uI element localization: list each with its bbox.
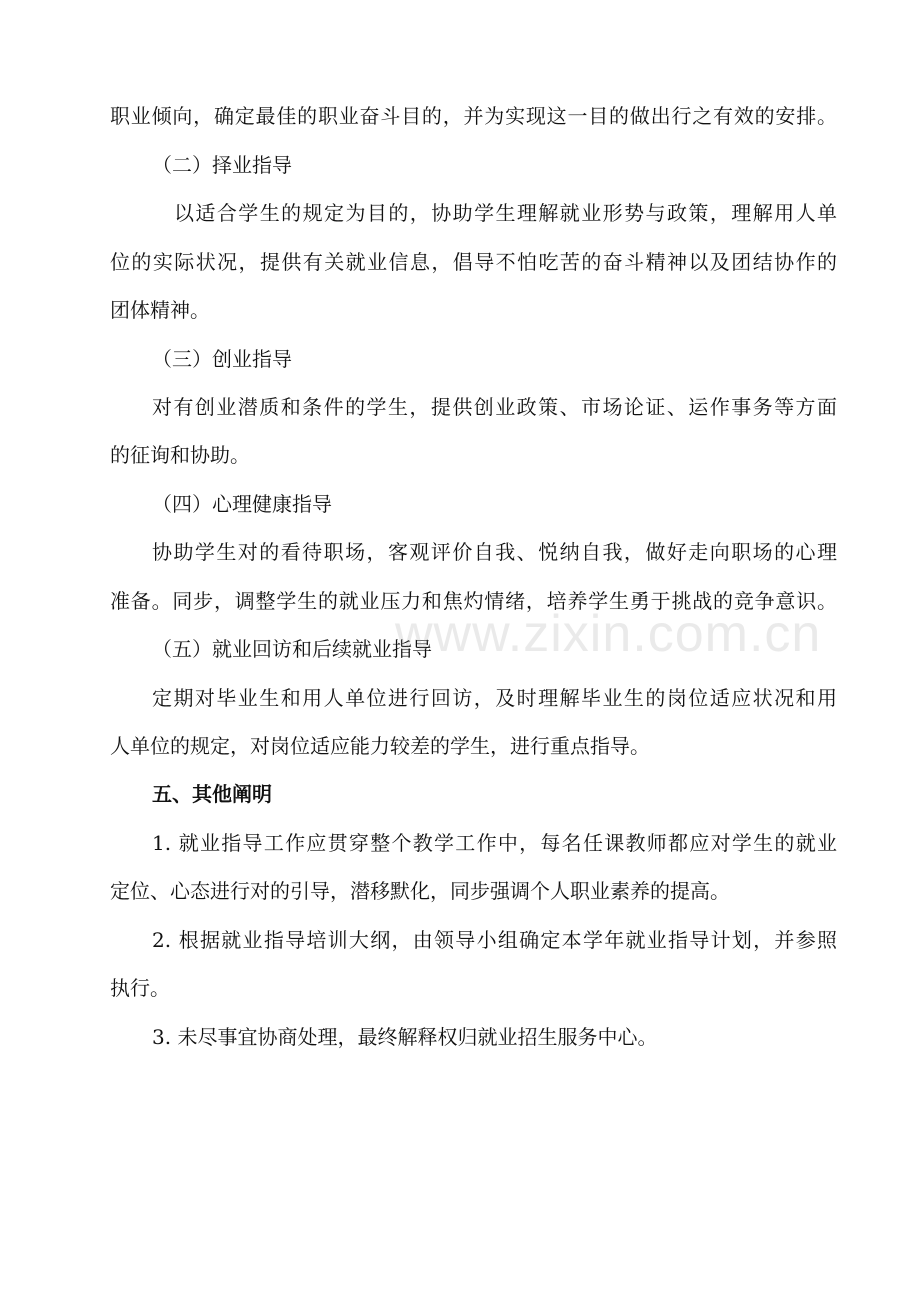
paragraph-line: 职业倾向，确定最佳的职业奋斗目的，并为实现这一目的做出行之有效的安排。	[110, 104, 837, 128]
paragraph-line: 执行。	[110, 976, 170, 1000]
paragraph-line: 3. 未尽事宜协商处理，最终解释权归就业招生服务中心。	[152, 1025, 658, 1049]
paragraph-line: 人单位的规定，对岗位适应能力较差的学生，进行重点指导。	[110, 734, 650, 758]
section-heading: （三）创业指导	[152, 347, 292, 371]
chapter-heading: 五、其他阐明	[152, 782, 272, 806]
paragraph-line: 定位、心态进行对的引导，潜移默化，同步强调个人职业素养的提高。	[110, 879, 730, 903]
watermark-logo: www.zixin.com.cn	[395, 605, 822, 663]
paragraph-line: 以适合学生的规定为目的，协助学生理解就业形势与政策，理解用人单	[174, 201, 837, 225]
paragraph-line: 准备。同步，调整学生的就业压力和焦灼情绪，培养学生勇于挑战的竞争意识。	[110, 589, 837, 613]
paragraph-line: 的征询和协助。	[110, 443, 250, 467]
section-heading: （二）择业指导	[152, 153, 292, 177]
paragraph-line: 定期对毕业生和用人单位进行回访，及时理解毕业生的岗位适应状况和用	[152, 686, 837, 710]
section-heading: （五）就业回访和后续就业指导	[152, 637, 432, 661]
paragraph-line: 团体精神。	[110, 298, 210, 322]
paragraph-line: 位的实际状况，提供有关就业信息，倡导不怕吃苦的奋斗精神以及团结协作的	[110, 250, 837, 274]
paragraph-line: 1. 就业指导工作应贯穿整个教学工作中，每名任课教师都应对学生的就业	[152, 831, 837, 855]
paragraph-line: 协助学生对的看待职场，客观评价自我、悦纳自我，做好走向职场的心理	[152, 540, 837, 564]
section-heading: （四）心理健康指导	[152, 492, 332, 516]
paragraph-line: 2. 根据就业指导培训大纲，由领导小组确定本学年就业指导计划，并参照	[152, 928, 837, 952]
paragraph-line: 对有创业潜质和条件的学生，提供创业政策、市场论证、运作事务等方面	[152, 395, 837, 419]
